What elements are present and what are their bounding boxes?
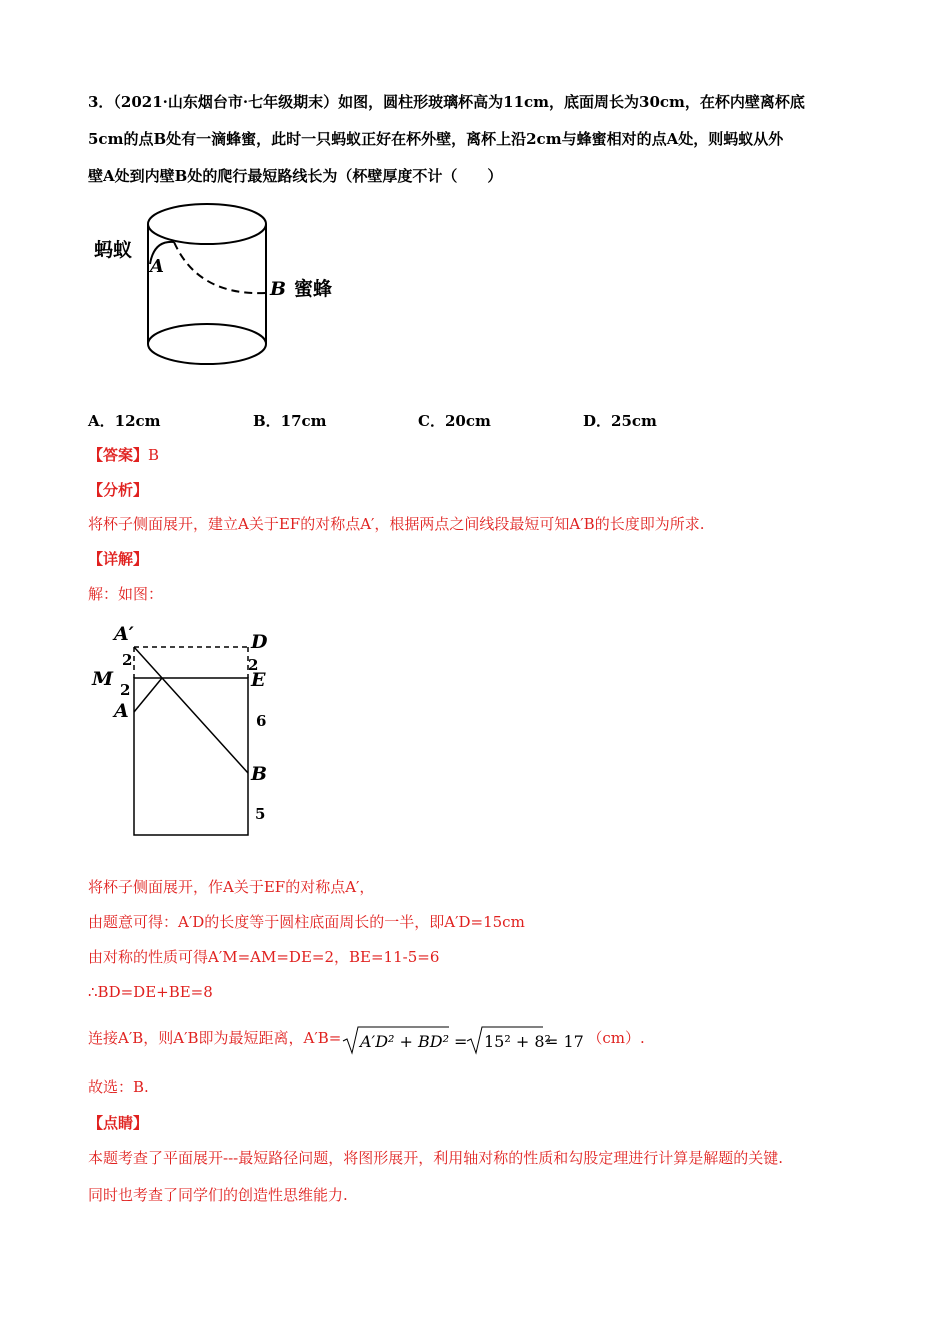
solution-line-3: 由对称的性质可得A′M=AM=DE=2，BE=11-5=6 <box>88 948 440 966</box>
ant-path-dashed <box>174 242 266 293</box>
option-d: D．25cm <box>583 412 657 430</box>
point-a-label: A <box>114 700 129 722</box>
option-b: B．17cm <box>253 412 327 430</box>
point-d-label: D <box>251 631 268 653</box>
question-line-3: 壁A处到内壁B处的爬行最短路线长为（杯壁厚度不计（ ） <box>88 167 503 185</box>
solution-line-5 <box>88 1018 645 1058</box>
detail-intro: 解：如图： <box>88 585 164 603</box>
option-a: A．12cm <box>88 412 161 430</box>
formula-equals: = <box>454 1032 468 1051</box>
option-c: C．20cm <box>418 412 491 430</box>
answer-line <box>88 445 159 465</box>
solution-line-4: ∴BD=DE+BE=8 <box>88 983 213 1001</box>
point-a-label: A <box>150 256 164 277</box>
honey-label: 蜜蜂 <box>294 278 333 300</box>
comment-line-1: 本题考查了平面展开---最短路径问题，将图形展开，利用轴对称的性质和勾股定理进行计算是解题的关键. <box>88 1149 783 1167</box>
analysis-tag: 【分析】 <box>88 481 149 499</box>
solution-line-5-suffix: （cm）. <box>587 1029 645 1047</box>
a-to-ef-line <box>134 678 162 712</box>
analysis-text: 将杯子侧面展开，建立A关于EF的对称点A′，根据两点之间线段最短可知A′B的长度即为所求. <box>88 515 705 533</box>
answer-value: B <box>148 446 160 464</box>
formula-lhs: A′D² + BD² <box>360 1032 450 1051</box>
solution-line-1: 将杯子侧面展开，作A关于EF的对称点A′， <box>88 878 375 896</box>
formula-result: = 17 <box>545 1032 585 1051</box>
formula-rhs: 15² + 8² <box>484 1032 552 1051</box>
solution-line-5-prefix: 连接A′B，则A′B即为最短距离，A′B= <box>88 1029 342 1047</box>
cylinder-bottom-ellipse <box>148 324 266 364</box>
comment-line-2: 同时也考查了同学们的创造性思维能力. <box>88 1186 348 1204</box>
detail-tag: 【详解】 <box>88 550 149 568</box>
question-line-1: 3．（2021·山东烟台市·七年级期末）如图，圆柱形玻璃杯高为11cm，底面周长为30cm，在杯内壁离杯底 <box>88 93 805 111</box>
point-b-label: B <box>270 278 287 300</box>
solution-line-2: 由题意可得：A′D的长度等于圆柱底面周长的一半，即A′D=15cm <box>88 913 525 931</box>
unfolded-rectangle <box>134 678 248 835</box>
comment-tag: 【点睛】 <box>88 1114 149 1132</box>
solution-line-6: 故选：B. <box>88 1078 149 1096</box>
point-e-label: E <box>251 669 266 691</box>
len-a-prime-m: 2 <box>122 651 133 669</box>
len-e-b: 6 <box>256 712 267 730</box>
a-prime-b-line <box>134 647 248 773</box>
answer-tag: 【答案】 <box>88 446 149 464</box>
cylinder-figure <box>88 196 348 386</box>
pythagorean-formula <box>341 1021 587 1057</box>
point-a-prime-label: A′ <box>114 623 134 645</box>
ant-label: 蚂蚁 <box>94 239 133 261</box>
len-b-bottom: 5 <box>255 805 266 823</box>
point-m-label: M <box>92 668 114 690</box>
question-line-2: 5cm的点B处有一滴蜂蜜，此时一只蚂蚁正好在杯外壁，离杯上沿2cm与蜂蜜相对的点A处，则蚂蚁从外 <box>88 130 784 148</box>
len-m-a: 2 <box>120 681 131 699</box>
cylinder-top-ellipse <box>148 204 266 244</box>
len-d-e: 2 <box>248 656 259 674</box>
unfolded-figure <box>88 618 288 843</box>
point-b-label: B <box>251 763 268 785</box>
